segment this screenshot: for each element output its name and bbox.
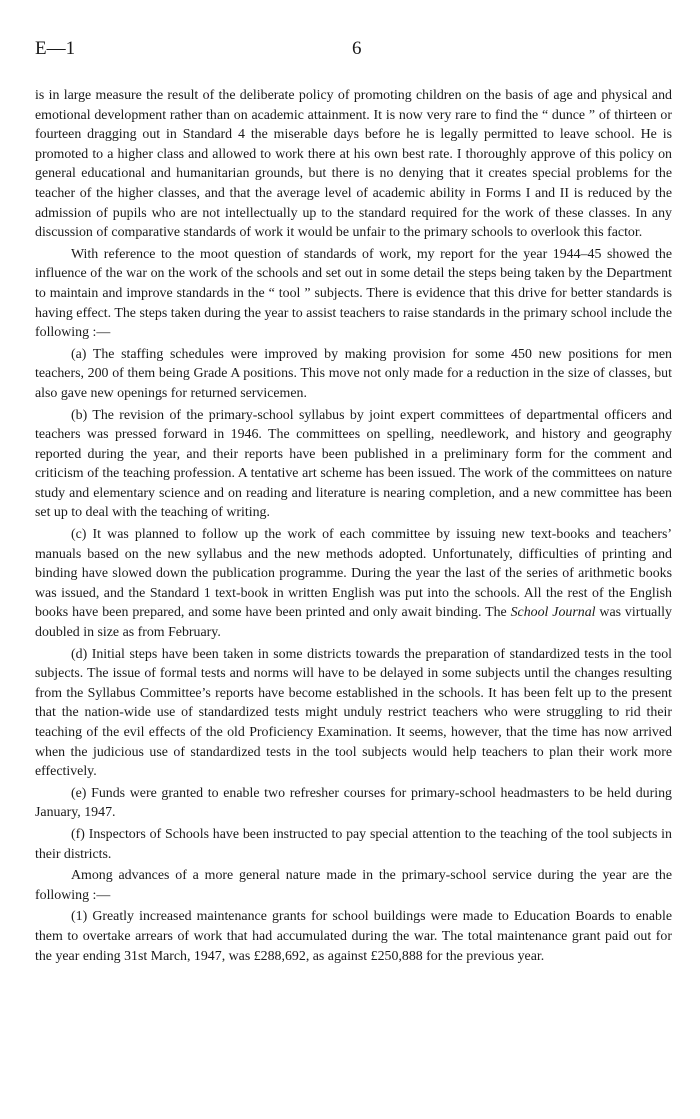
paragraph-item-d: (d) Initial steps have been taken in some districts towards the preparation of standardized tests in the tool subjects. The issue of formal tests and norms will have to be delayed in some subjects until the changes resulting from the Syllabus Committee’s reports have become established in the schools. It has been felt up to the present that the nation-wide use of standardized tests might unduly restrict teachers who were struggling to rid their teaching of the evil effects of the old Proficiency Examination. It seems, however, that the time has now arrived when the judicious use of standardized tests in the tool subjects would help teachers to plan their work more effectively. <box>35 646 672 780</box>
paragraph-item-e: (e) Funds were granted to enable two refresher courses for primary-school headmasters to be held during January, 1947. <box>35 785 672 821</box>
paragraph-item-1: (1) Greatly increased maintenance grants for school buildings were made to Education Boards to enable them to overtake arrears of work that had accumulated during the war. The total maintenance grant paid out for the year ending 31st March, 1947, was £288,692, as against £250,888 for the previous year. <box>35 909 672 964</box>
document-body <box>35 86 672 966</box>
paragraph-item-c <box>35 525 672 643</box>
paragraph-standards-of-work: With reference to the moot question of standards of work, my report for the year 1944–45 showed the influence of the war on the work of the schools and set out in some detail the steps being taken by the Department to maintain and improve standards in the “ tool ” subjects. There is evidence that this drive for better standards is having effect. The steps taken during the year to assist teachers to raise standards in the primary school include the following :— <box>35 246 672 341</box>
document-reference: E—1 <box>35 38 76 59</box>
page-number: 6 <box>352 38 362 59</box>
school-journal-title: School Journal <box>510 605 596 621</box>
page-header <box>35 38 672 68</box>
paragraph-item-b: (b) The revision of the primary-school syllabus by joint expert committees of departmental officers and teachers was pressed forward in 1946. The committees on spelling, needlework, and history and geography reported during the year, and their reports have been published in a preliminary form for the comment and criticism of the teaching profession. A tentative art scheme has been issued. The work of the committees on nature study and elementary science and on reading and literature is nearing completion, and a new committee has been set up to deal with the teaching of writing. <box>35 407 672 521</box>
paragraph-item-c-text: (c) It was planned to follow up the work of each committee by issuing new text-books and teachers’ manuals based on the new syllabus and the new methods adopted. Unfortunately, difficulties of printing and binding have slowed down the publication programme. During the year the last of the series of arithmetic books was issued, and the Standard 1 text-book in written English was put into the schools. All the rest of the English books have been prepared, and some have been printed and only await binding. The <box>35 527 672 621</box>
document-page <box>35 38 672 968</box>
paragraph-item-c-text-end: was virtually doubled in size as from February. <box>35 605 672 641</box>
paragraph-item-a: (a) The staffing schedules were improved by making provision for some 450 new positions for men teachers, 200 of them being Grade A positions. This move not only made for a reduction in the size of classes, but also gave new openings for returned servicemen. <box>35 346 672 401</box>
paragraph-general-advances: Among advances of a more general nature made in the primary-school service during the year are the following :— <box>35 868 672 903</box>
paragraph-continuation: is in large measure the result of the deliberate policy of promoting children on the basis of age and physical and emotional development rather than on academic attainment. It is now very rare to find the “ dunce ” of thirteen or fourteen dragging out in Standard 4 the miserable days before he is legally permitted to leave school. He is promoted to a higher class and allowed to work there at his own best rate. I thoroughly approve of this policy on general educational and humanitarian grounds, but there is no denying that it creates special problems for the teacher of the higher classes, and that the average level of academic ability in Forms I and II is reduced by the admission of pupils who are not intellectually up to the standard required for the work of these classes. In any discussion of comparative standards of work it would be unfair to the primary schools to overlook this factor. <box>35 88 672 241</box>
paragraph-item-f: (f) Inspectors of Schools have been instructed to pay special attention to the teaching of the tool subjects in their districts. <box>35 826 672 862</box>
